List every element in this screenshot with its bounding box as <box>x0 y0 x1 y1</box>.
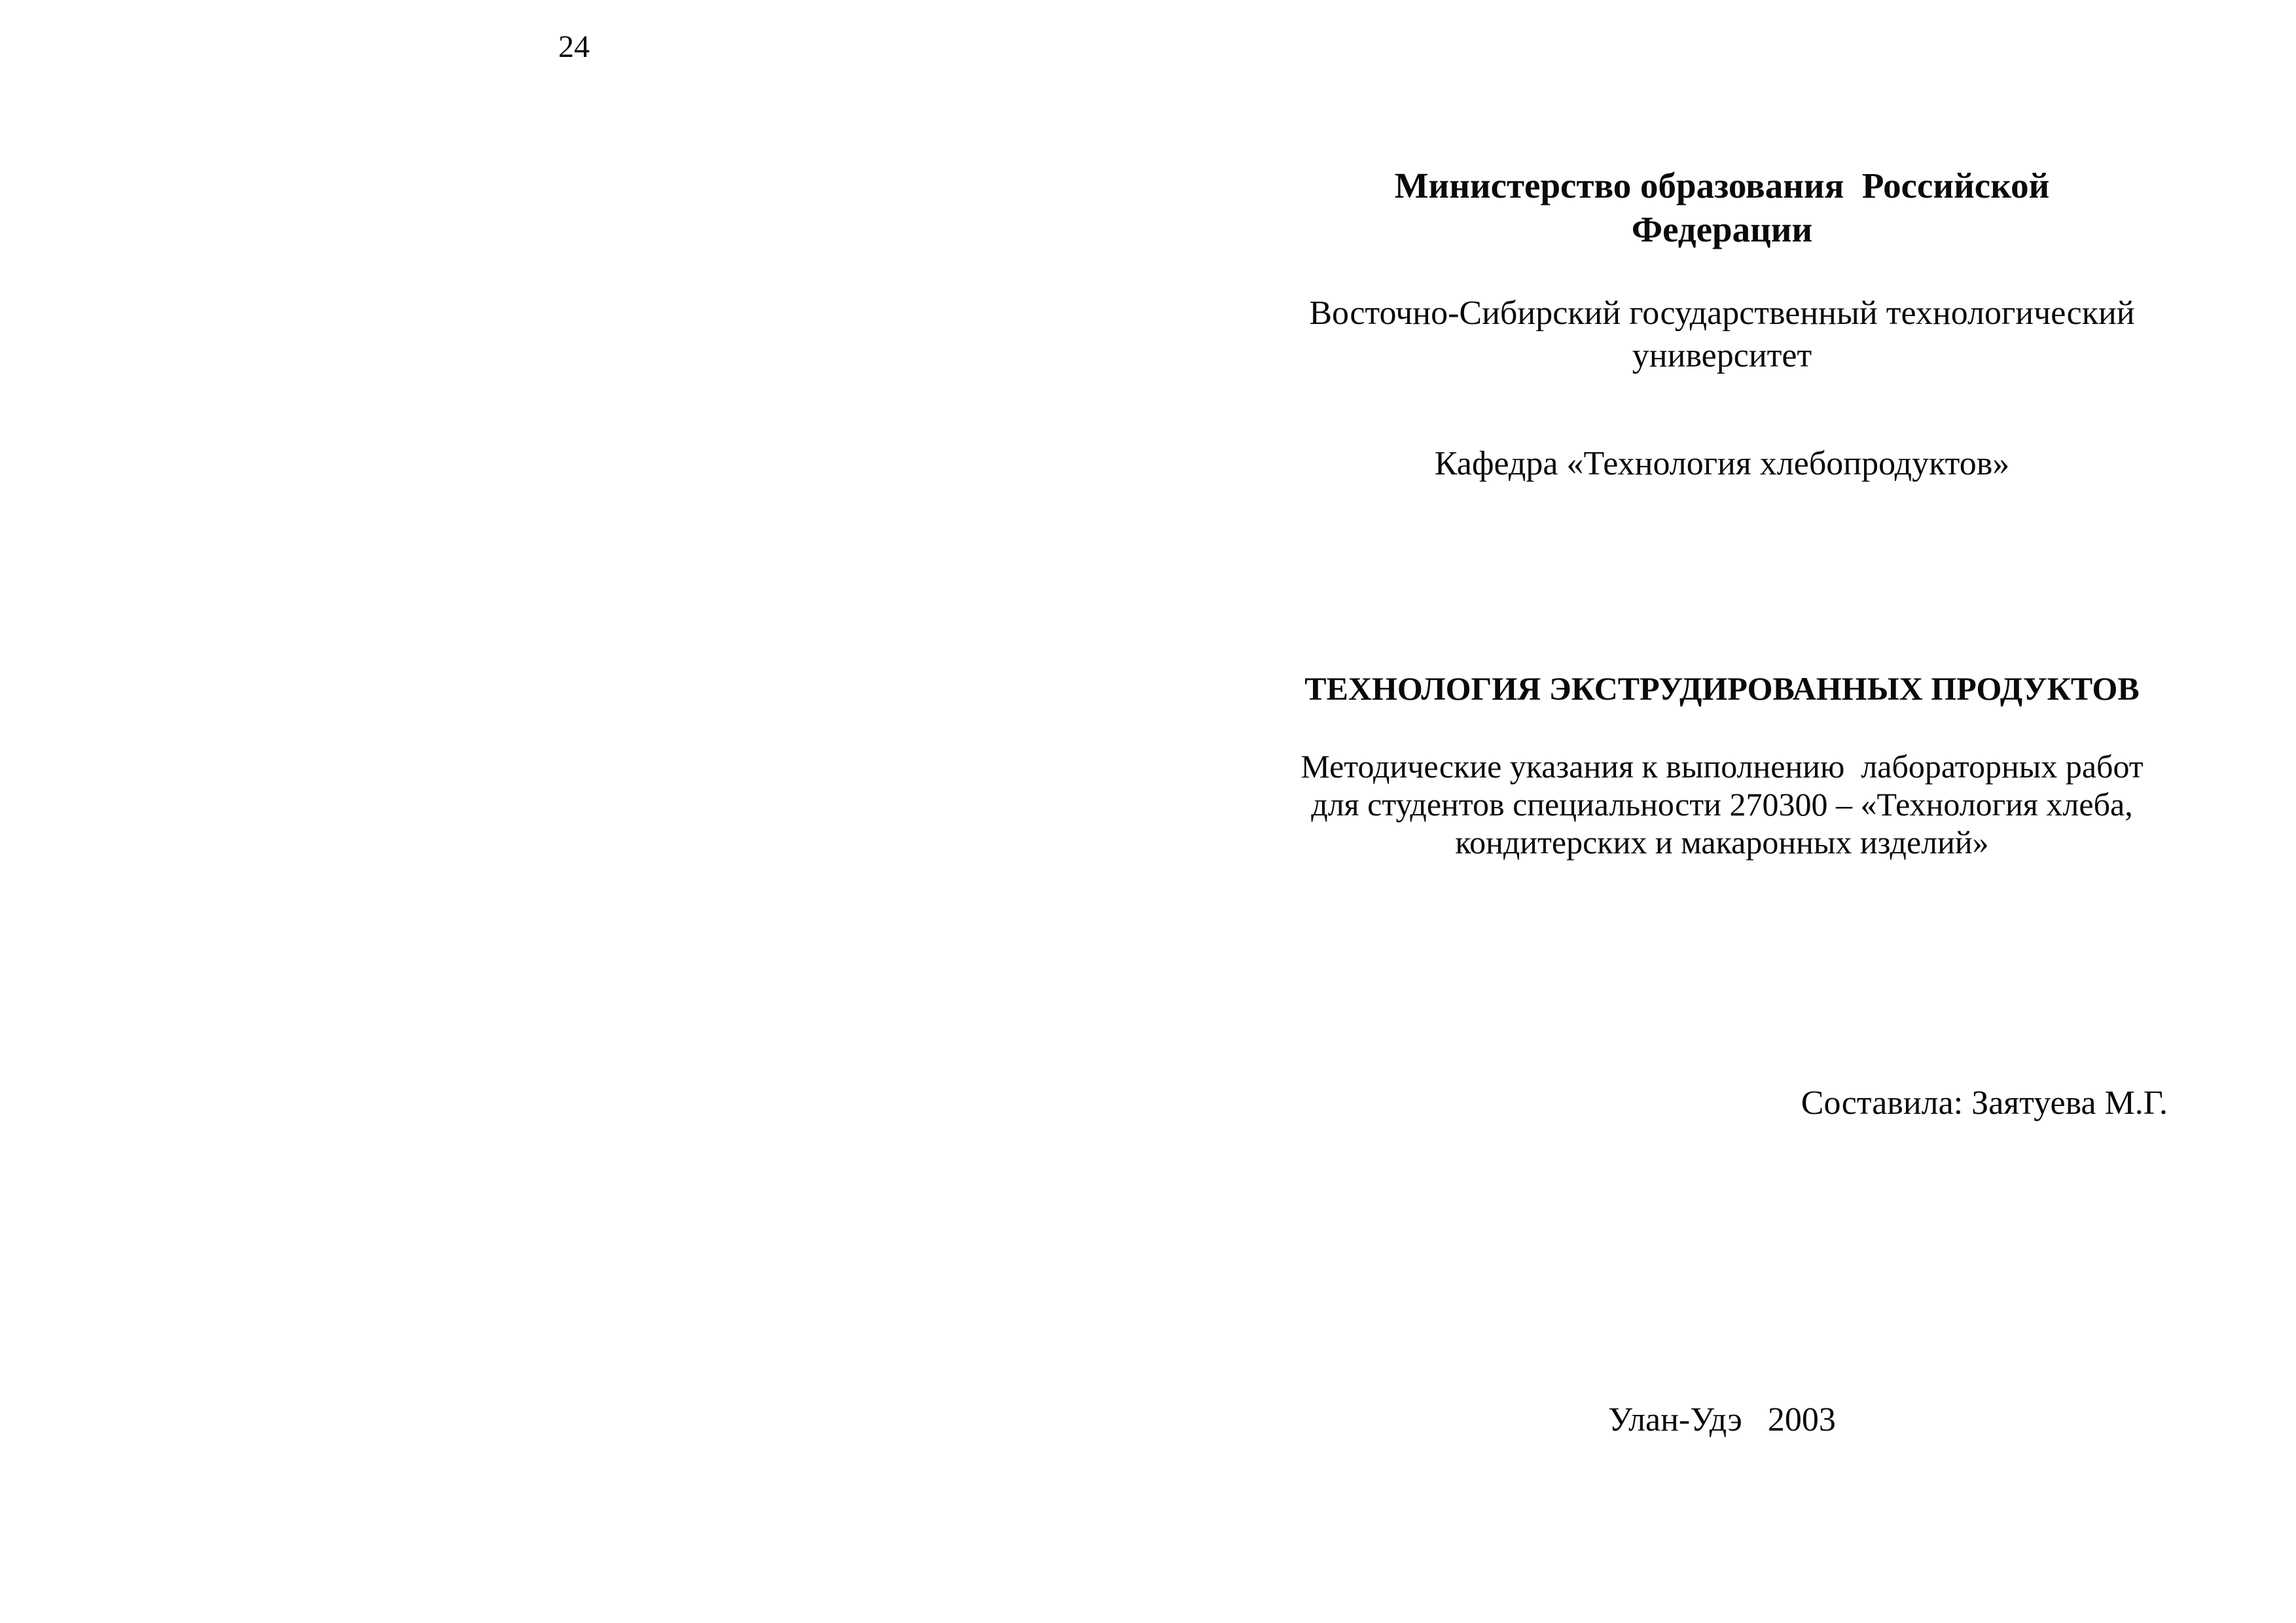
page-number: 24 <box>558 29 590 64</box>
city-year <box>1148 1400 2296 1440</box>
ministry-heading-line-2: Федерации <box>1631 209 1813 249</box>
document-subtitle-line-3: кондитерских и макаронных изделий» <box>1455 824 1989 861</box>
compiler-credit <box>1148 1084 2296 1123</box>
document-subtitle <box>1148 747 2296 861</box>
department-name <box>1148 444 2296 484</box>
university-name-line-2: университет <box>1632 337 1812 374</box>
ministry-heading <box>1148 164 2296 251</box>
document-subtitle-line-1: Методические указания к выполнению лабораторных работ <box>1300 748 2144 785</box>
ministry-heading-line-1: Министерство образования Российской <box>1394 166 2050 205</box>
document-title <box>1148 669 2296 708</box>
document-subtitle-line-2: для студентов специальности 270300 – «Технология хлеба, <box>1311 786 2133 823</box>
department-name-line: Кафедра «Технология хлебопродуктов» <box>1434 445 2010 482</box>
compiler-credit-line: Составила: Заятуева М.Г. <box>1801 1084 2168 1122</box>
title-page <box>1148 0 2296 1623</box>
document-title-line: ТЕХНОЛОГИЯ ЭКСТРУДИРОВАННЫХ ПРОДУКТОВ <box>1304 670 2140 707</box>
university-name <box>1148 292 2296 377</box>
city-year-line: Улан-Удэ 2003 <box>1608 1401 1836 1438</box>
university-name-line-1: Восточно-Сибирский государственный технологический <box>1309 294 2135 332</box>
